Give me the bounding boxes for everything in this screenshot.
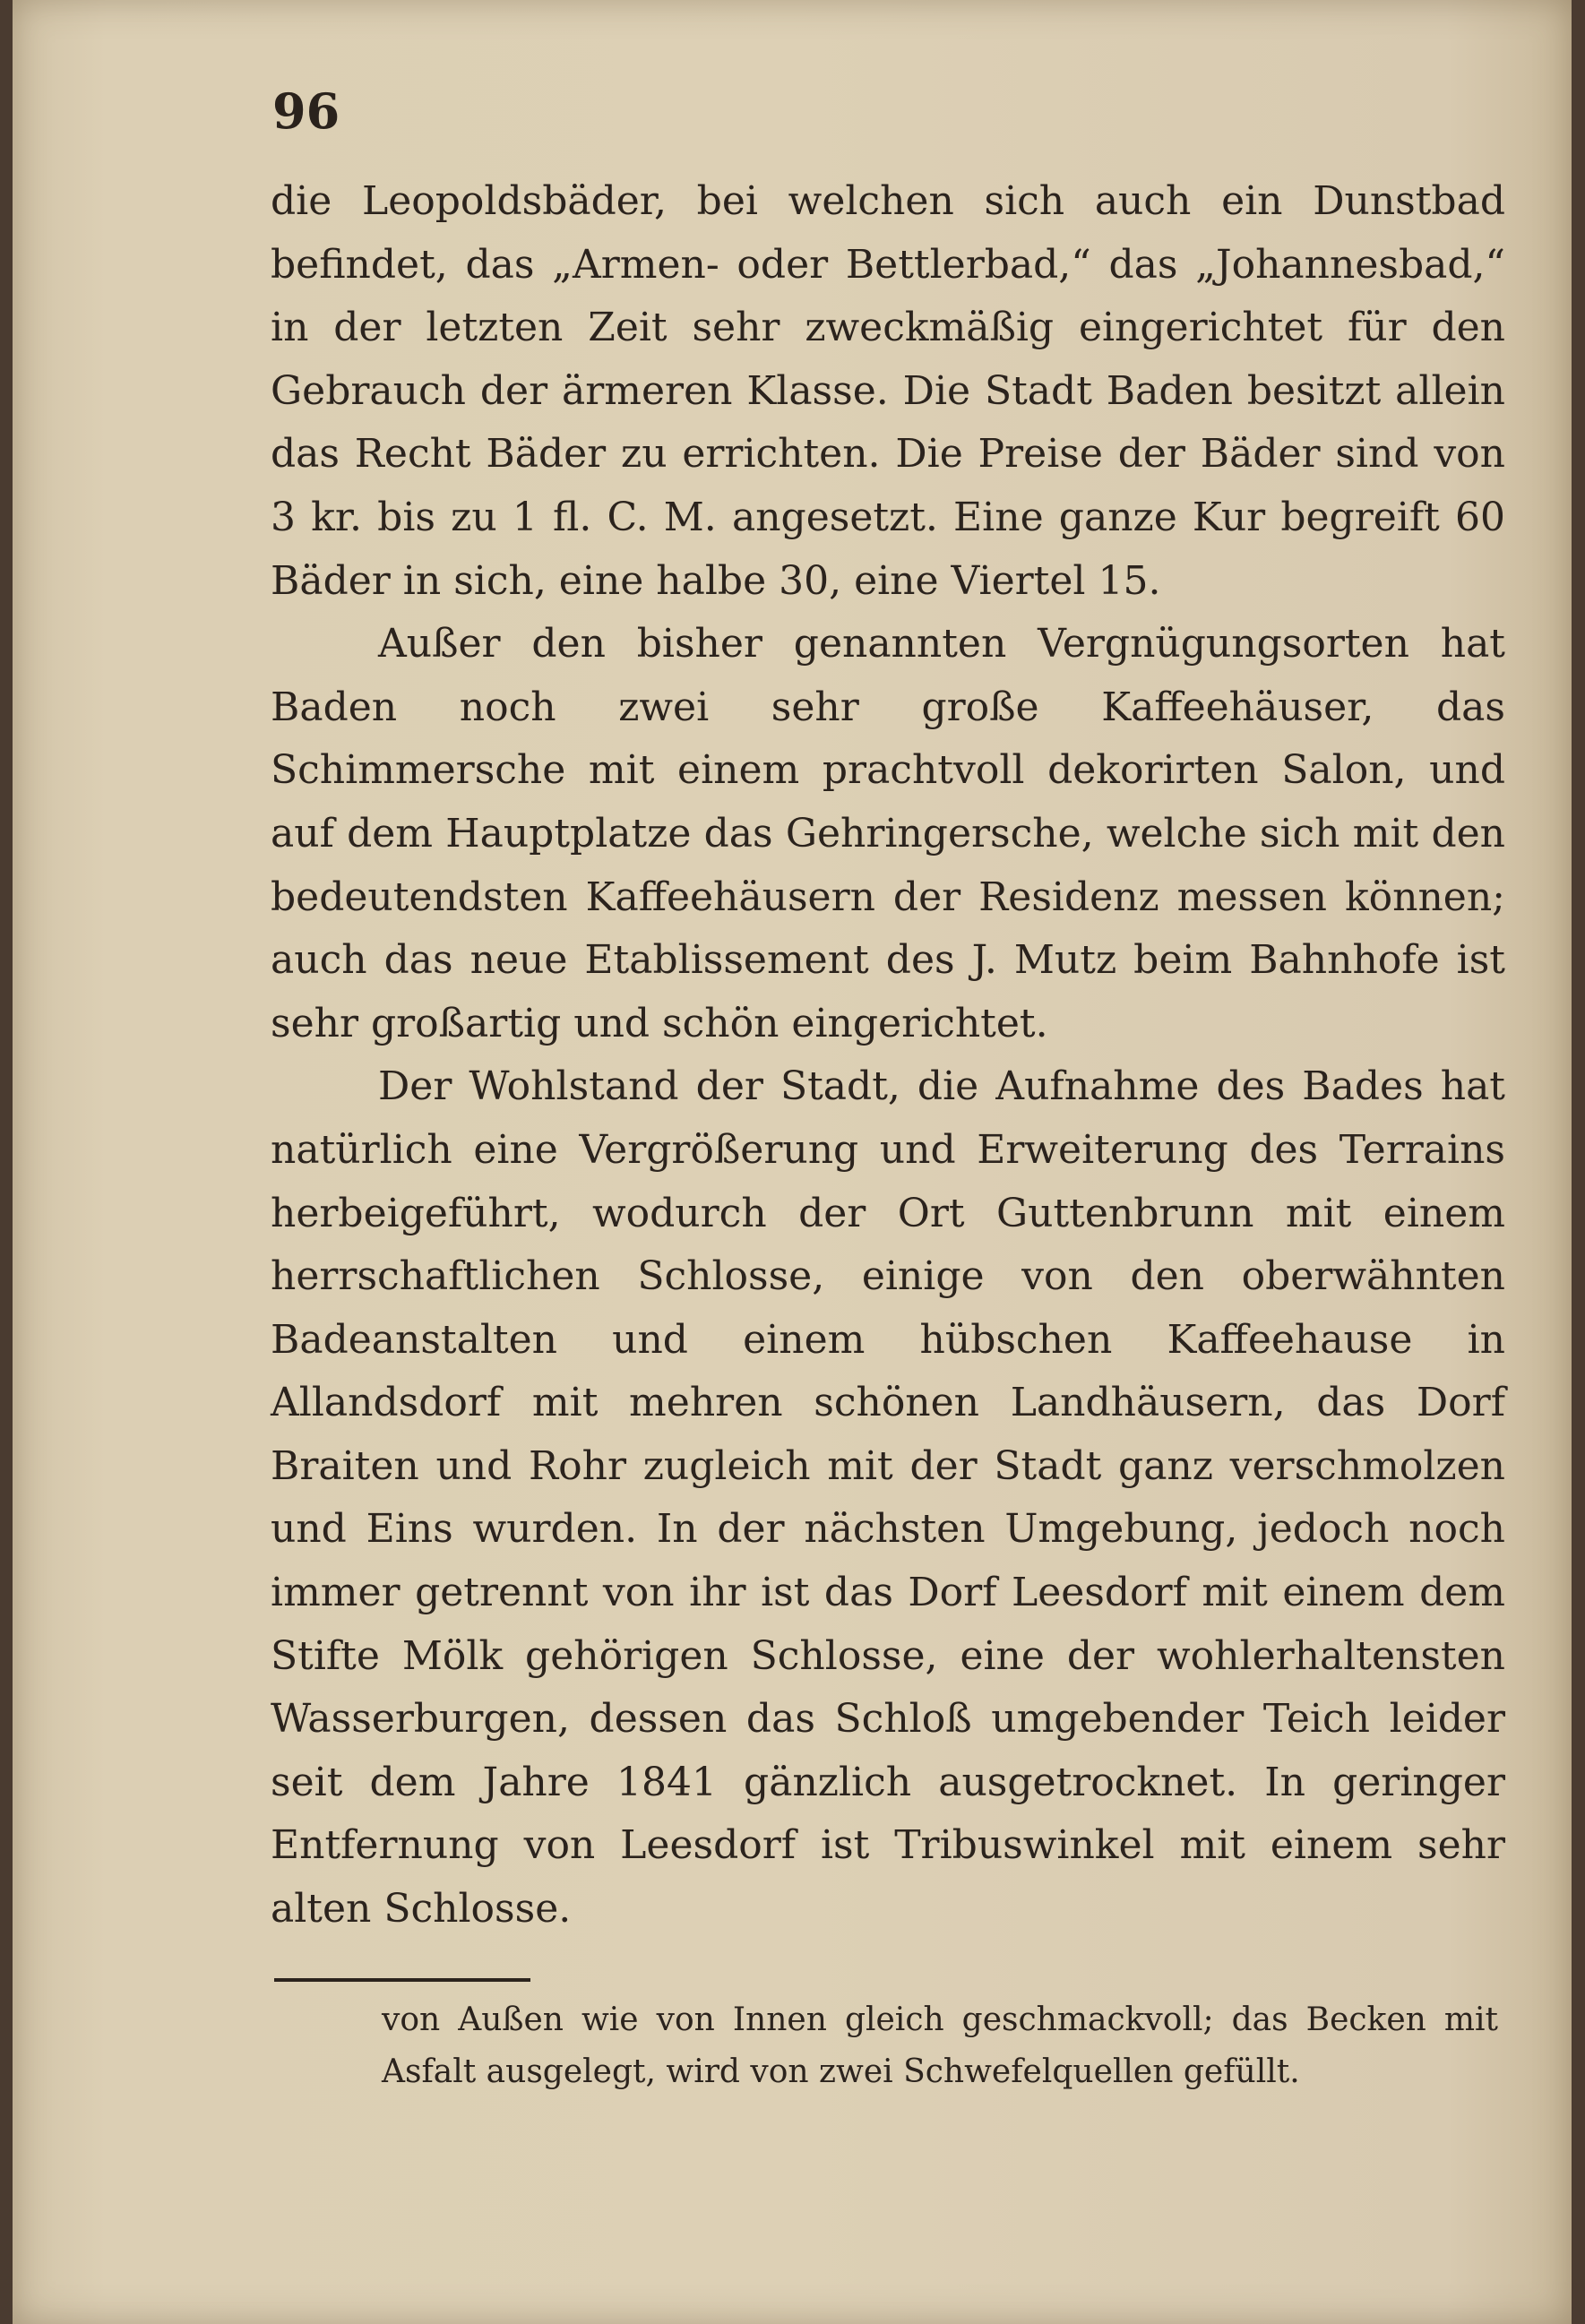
book-page	[13, 0, 1572, 2324]
page-number: 96	[272, 82, 340, 140]
footnote-divider	[274, 1978, 530, 1982]
paragraph-continued: die Leopoldsbäder, bei welchen sich auch ein Dunstbad befindet, das „Armen- oder Bettlerbad,“ das „Johannesbad,“ in der letzten Zeit sehr zweckmäßig eingerichtet für den Gebrauch der ärmeren Klasse. Die Stadt Baden besitzt allein das Recht Bäder zu errichten. Die Preise der Bäder sind von 3 kr. bis zu 1 fl. C. M. angesetzt. Eine ganze Kur begreift 60 Bäder in sich, eine halbe 30, eine Viertel 15.	[271, 178, 1505, 604]
paragraph-coffeehouses: Außer den bisher genannten Vergnügungsorten hat Baden noch zwei sehr große Kaffeehäuser, das Schimmersche mit einem prachtvoll dekorirten Salon, und auf dem Hauptplatze das Gehringersche, welche sich mit den bedeutendsten Kaffeehäusern der Residenz messen können; auch das neue Etablissement des J. Mutz beim Bahnhofe ist sehr großartig und schön eingerichtet.	[271, 621, 1505, 1046]
body-text	[271, 170, 1505, 1941]
paragraph-town-growth: Der Wohlstand der Stadt, die Aufnahme des Bades hat natürlich eine Vergrößerung und Erweiterung des Terrains herbeigeführt, wodurch der Ort Guttenbrunn mit einem herrschaftlichen Schlosse, einige von den oberwähnten Badeanstalten und einem hübschen Kaffeehause in Allandsdorf mit mehren schönen Landhäusern, das Dorf Braiten und Rohr zugleich mit der Stadt ganz verschmolzen und Eins wurden. In der nächsten Umgebung, jedoch noch immer getrennt von ihr ist das Dorf Leesdorf mit einem dem Stifte Mölk gehörigen Schlosse, eine der wohlerhaltensten Wasserburgen, dessen das Schloß umgebender Teich leider seit dem Jahre 1841 gänzlich ausgetrocknet. In geringer Entfernung von Leesdorf ist Tribuswinkel mit einem sehr alten Schlosse.	[271, 1063, 1505, 1932]
footnote: von Außen wie von Innen gleich geschmackvoll; das Becken mit Asfalt ausgelegt, wird von zwei Schwefelquellen gefüllt.	[382, 2001, 1498, 2090]
